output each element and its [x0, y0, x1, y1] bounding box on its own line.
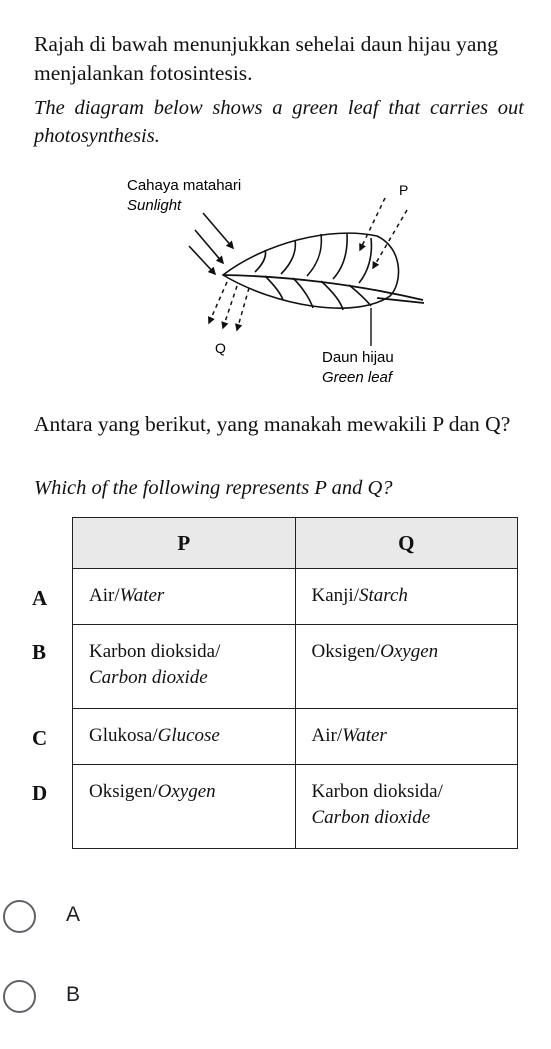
question-prompt-malay: Antara yang berikut, yang manakah mewakili P dan Q? [34, 412, 511, 436]
table-row [73, 765, 518, 849]
leaf-photosynthesis-diagram [115, 168, 435, 393]
cell-q: Oksigen/Oxygen [295, 625, 518, 709]
option-a[interactable] [0, 886, 551, 946]
sunlight-label-english: Sunlight [127, 197, 182, 214]
label-p: P [399, 182, 409, 198]
sunlight-arrows [189, 213, 233, 274]
row-letter-b: B [32, 640, 47, 664]
row-letter-c: C [32, 726, 48, 750]
leaf [223, 233, 424, 310]
cell-q: Air/Water [295, 709, 518, 765]
cell-q: Karbon dioksida/ Carbon dioxide [295, 765, 518, 849]
cell-p: Karbon dioksida/ Carbon dioxide [73, 625, 296, 709]
leaf-label-malay: Daun hijau [322, 349, 394, 366]
option-a-label: A [66, 903, 81, 926]
option-b-label: B [66, 983, 81, 1006]
leaf-label-english: Green leaf [322, 369, 393, 386]
question-intro-malay: Rajah di bawah menunjukkan sehelai daun hijau yang menjalankan fotosintesis. [34, 32, 498, 85]
header-q: Q [295, 518, 518, 569]
question-prompt-english: Which of the following represents P and Q? [34, 477, 393, 499]
table-row [73, 625, 518, 709]
row-letter-d: D [32, 781, 48, 805]
question-intro-english: The diagram below shows a green leaf that carries out photosynthesis. [34, 97, 524, 147]
answer-table [72, 517, 518, 849]
table-row [73, 709, 518, 765]
cell-q: Kanji/Starch [295, 569, 518, 625]
sunlight-label-malay: Cahaya matahari [127, 177, 242, 194]
row-letter-a: A [32, 586, 48, 610]
table-header-row [73, 518, 518, 569]
header-p: P [73, 518, 296, 569]
cell-p: Air/Water [73, 569, 296, 625]
option-b[interactable] [0, 966, 551, 1026]
cell-p: Glukosa/Glucose [73, 709, 296, 765]
table-row [73, 569, 518, 625]
radio-button-icon[interactable] [3, 980, 36, 1013]
radio-button-icon[interactable] [3, 900, 36, 933]
cell-p: Oksigen/Oxygen [73, 765, 296, 849]
q-arrows [209, 282, 249, 330]
label-q: Q [215, 340, 226, 356]
